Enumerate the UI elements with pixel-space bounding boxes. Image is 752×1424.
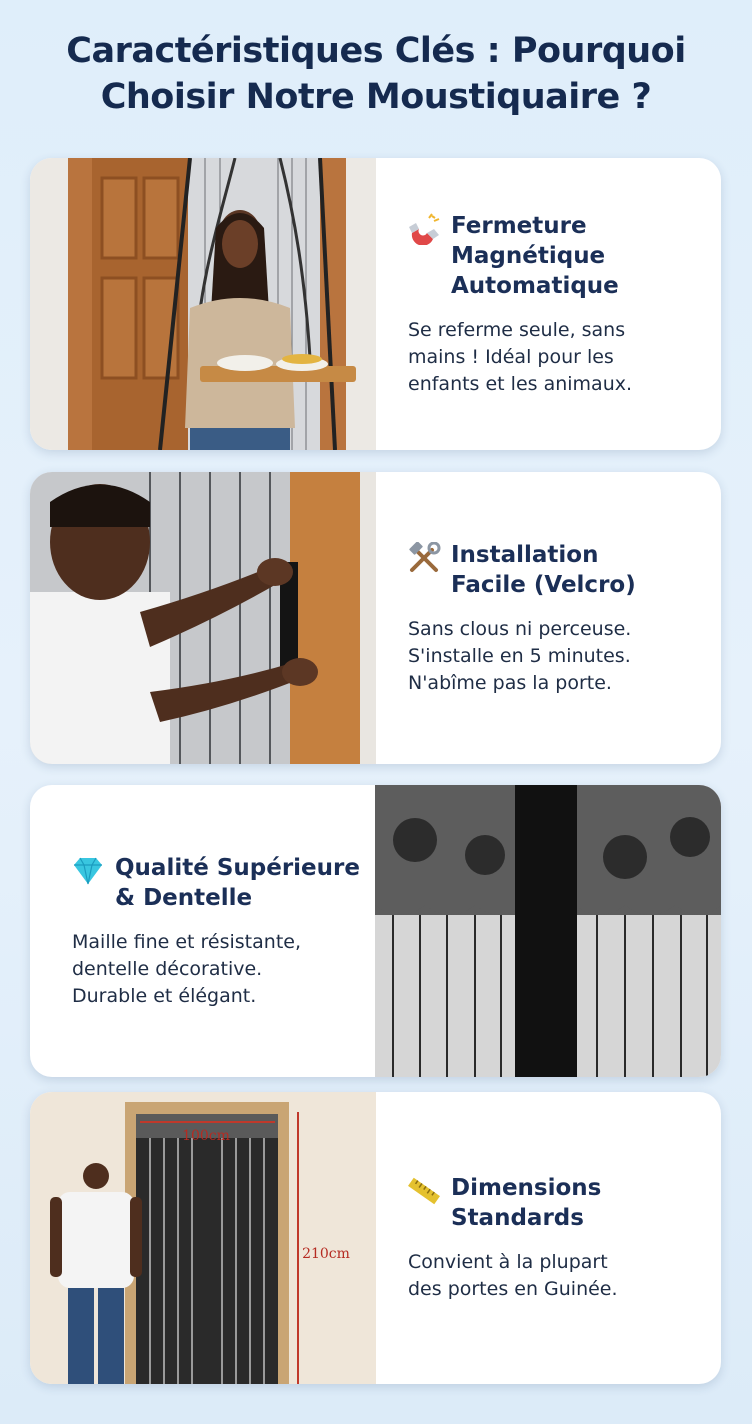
feature-card-quality bbox=[30, 785, 721, 1077]
feature-title: Installation Facile (Velcro) bbox=[451, 541, 636, 598]
feature-title: Dimensions Standards bbox=[451, 1175, 602, 1231]
door-dimensions-photo bbox=[30, 1092, 376, 1384]
feature-card-dimensions bbox=[30, 1092, 721, 1384]
ruler-icon bbox=[406, 1175, 442, 1207]
feature-title: Fermeture Magnétique Automatique bbox=[451, 212, 619, 299]
man-installing-photo bbox=[30, 472, 376, 764]
height-label: 210cm bbox=[302, 1246, 350, 1262]
width-label: 100cm bbox=[182, 1128, 230, 1144]
feature-text-magnetic bbox=[406, 158, 721, 450]
feature-card-installation bbox=[30, 472, 721, 764]
feature-text-dimensions bbox=[406, 1092, 721, 1384]
feature-description: Convient à la plupart des portes en Guinée. bbox=[408, 1251, 618, 1300]
tools-icon bbox=[406, 542, 442, 574]
feature-title: Qualité Supérieure & Dentelle bbox=[115, 854, 360, 911]
feature-description: Se referme seule, sans mains ! Idéal pour les enfants et les animaux. bbox=[408, 318, 633, 395]
feature-text-installation bbox=[406, 472, 721, 764]
feature-text-quality bbox=[70, 785, 400, 1077]
magnet-icon bbox=[406, 213, 442, 245]
woman-with-tray-photo bbox=[30, 158, 376, 450]
feature-description: Sans clous ni perceuse. S'installe en 5 minutes. N'abîme pas la porte. bbox=[408, 617, 632, 694]
feature-card-magnetic bbox=[30, 158, 721, 450]
page-title: Caractéristiques Clés : Pourquoi Choisir Notre Moustiquaire ? bbox=[66, 31, 686, 117]
diamond-icon bbox=[70, 855, 106, 887]
feature-description: Maille fine et résistante, dentelle décorative. Durable et élégant. bbox=[72, 930, 301, 1007]
lace-mesh-photo bbox=[375, 785, 721, 1077]
